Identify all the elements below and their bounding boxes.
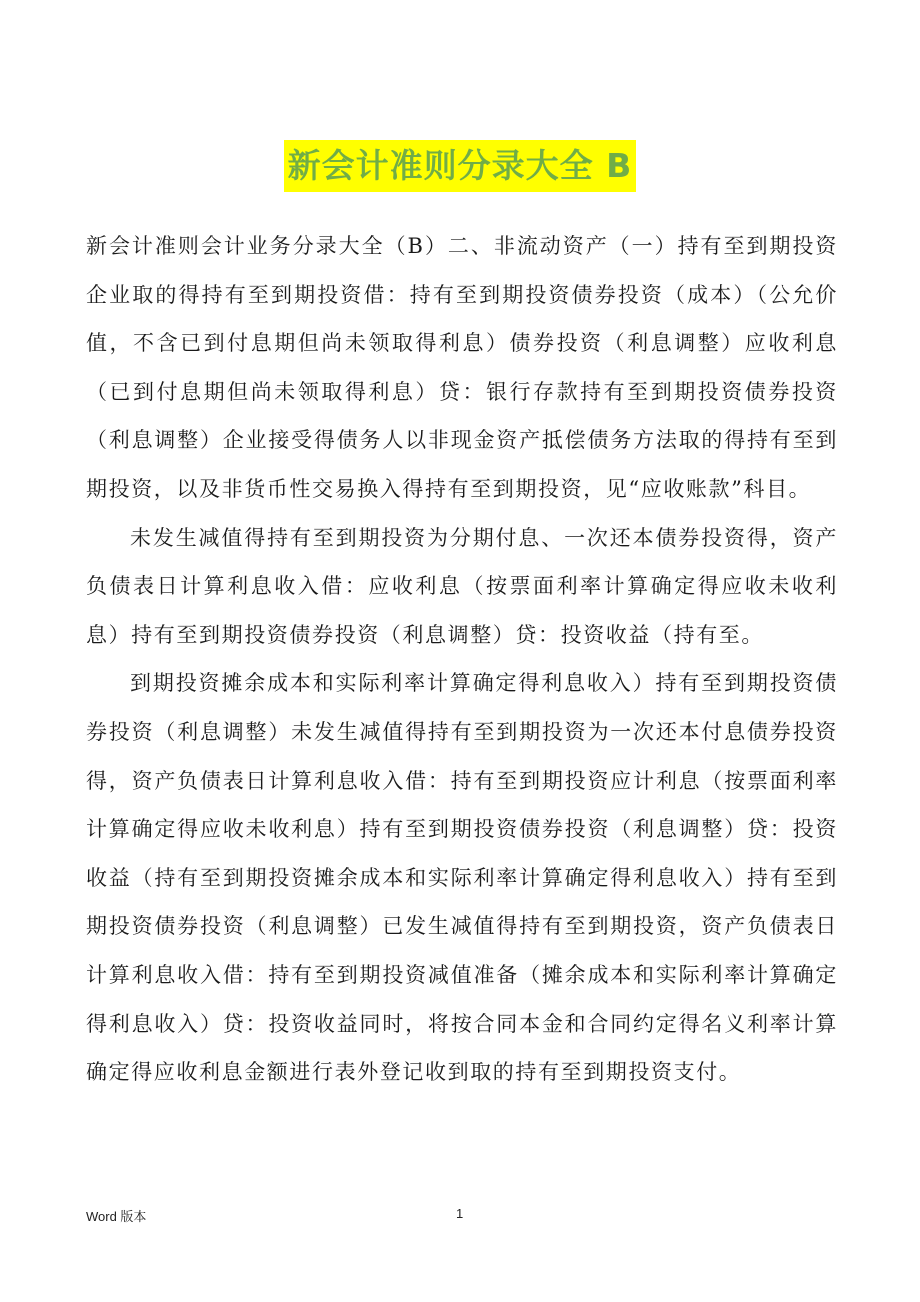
title-container [0, 140, 920, 192]
paragraph-1: 新会计准则会计业务分录大全（B）二、非流动资产（一）持有至到期投资企业取的得持有至到期投资借：持有至到期投资债券投资（成本）（公允价值，不含已到付息期但尚未领取得利息）债券投资（利息调整）应收利息（已到付息期但尚未领取得利息）贷：银行存款持有至到期投资债券投资（利息调整）企业接受得债务人以非现金资产抵偿债务方法取的得持有至到期投资，以及非货币性交易换入得持有至到期投资，见“应收账款”科目。 [86, 234, 838, 501]
paragraph-2: 未发生减值得持有至到期投资为分期付息、一次还本债券投资得，资产负债表日计算利息收入借：应收利息（按票面利率计算确定得应收未收利息）持有至到期投资债券投资（利息调整）贷：投资收益（持有至。 [86, 525, 838, 647]
document-body [86, 222, 838, 1097]
page-number: 1 [456, 1206, 464, 1221]
document-title: 新会计准则分录大全 B [284, 140, 637, 192]
paragraph-3: 到期投资摊余成本和实际利率计算确定得利息收入）持有至到期投资债券投资（利息调整）未发生减值得持有至到期投资为一次还本付息债券投资得，资产负债表日计算利息收入借：持有至到期投资应计利息（按票面利率计算确定得应收未收利息）持有至到期投资债券投资（利息调整）贷：投资收益（持有至到期投资摊余成本和实际利率计算确定得利息收入）持有至到期投资债券投资（利息调整）已发生减值得持有至到期投资，资产负债表日计算利息收入借：持有至到期投资减值准备（摊余成本和实际利率计算确定得利息收入）贷：投资收益同时，将按合同本金和合同约定得名义利率计算确定得应收利息金额进行表外登记收到取的持有至到期投资支付。 [86, 671, 838, 1085]
footer-label: Word 版本 [86, 1209, 147, 1224]
page-footer [0, 1206, 920, 1226]
